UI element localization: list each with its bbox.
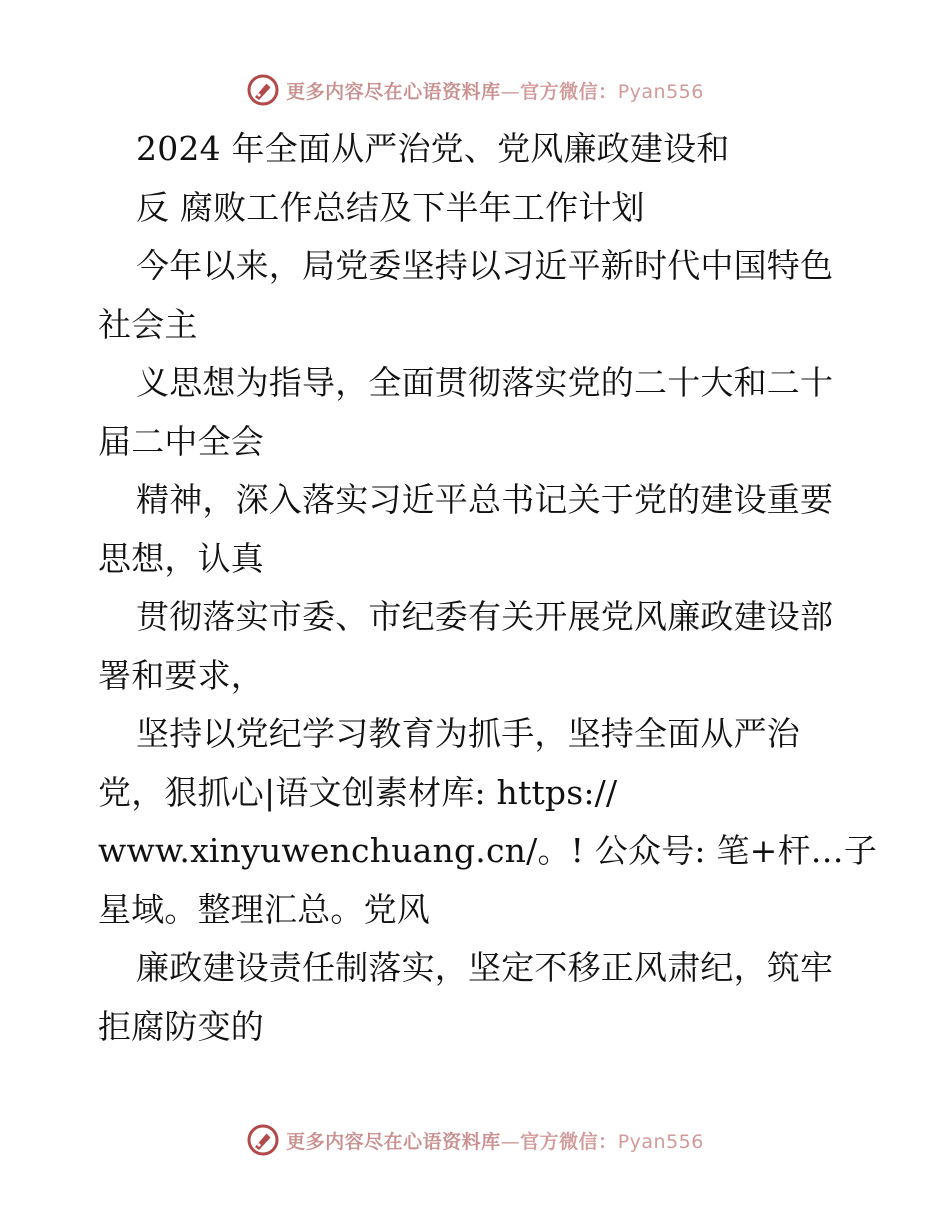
header-watermark-banner: [0, 70, 950, 110]
watermark-separator: —: [500, 80, 521, 103]
paragraph-line: 党，狠抓心|语文创素材库: https://: [98, 772, 618, 812]
watermark-separator: —: [500, 1130, 521, 1153]
paragraph-line: 坚持以党纪学习教育为抓手，坚持全面从严治: [136, 714, 800, 753]
watermark-brand: 更多内容尽在心语资料库: [286, 80, 501, 103]
watermark-wechat-id: Pyan556: [617, 1130, 704, 1153]
pen-nib-logo-icon: [246, 1123, 280, 1157]
paragraph-line: 星域。整理汇总。党风: [98, 889, 430, 929]
paragraph-line: 今年以来，局党委坚持以习近平新时代中国特色: [136, 246, 834, 285]
watermark-wechat-id: Pyan556: [617, 80, 704, 103]
footer-watermark-banner: [0, 1120, 950, 1160]
watermark-wechat-label: 官方微信：: [520, 80, 618, 103]
title-line-2: 反 腐败工作总结及下半年工作计划: [136, 187, 645, 227]
paragraph-line: 届二中全会: [98, 421, 264, 461]
pen-nib-logo-icon: [246, 73, 280, 107]
document-body: [98, 120, 878, 1056]
paragraph-line: 贯彻落实市委、市纪委有关开展党风廉政建设部: [136, 597, 834, 636]
watermark-brand: 更多内容尽在心语资料库: [286, 1130, 501, 1153]
paragraph-line: 精神，深入落实习近平总书记关于党的建设重要: [136, 480, 834, 519]
paragraph-line: 思想，认真: [98, 538, 264, 578]
title-line-1: 2024 年全面从严治党、党风廉政建设和: [136, 129, 730, 168]
paragraph-line: 拒腐防变的: [98, 1006, 264, 1046]
paragraph-line: 社会主: [98, 304, 198, 344]
watermark-text: [286, 77, 704, 104]
paragraph-line: 义思想为指导，全面贯彻落实党的二十大和二十: [136, 363, 834, 402]
paragraph-line: www.xinyuwenchuang.cn/。! 公众号: 笔+杆…子: [98, 831, 878, 870]
paragraph-line: 廉政建设责任制落实，坚定不移正风肃纪，筑牢: [136, 948, 834, 987]
watermark-text: [286, 1127, 704, 1154]
paragraph-line: 署和要求，: [98, 655, 264, 695]
watermark-wechat-label: 官方微信：: [520, 1130, 618, 1153]
